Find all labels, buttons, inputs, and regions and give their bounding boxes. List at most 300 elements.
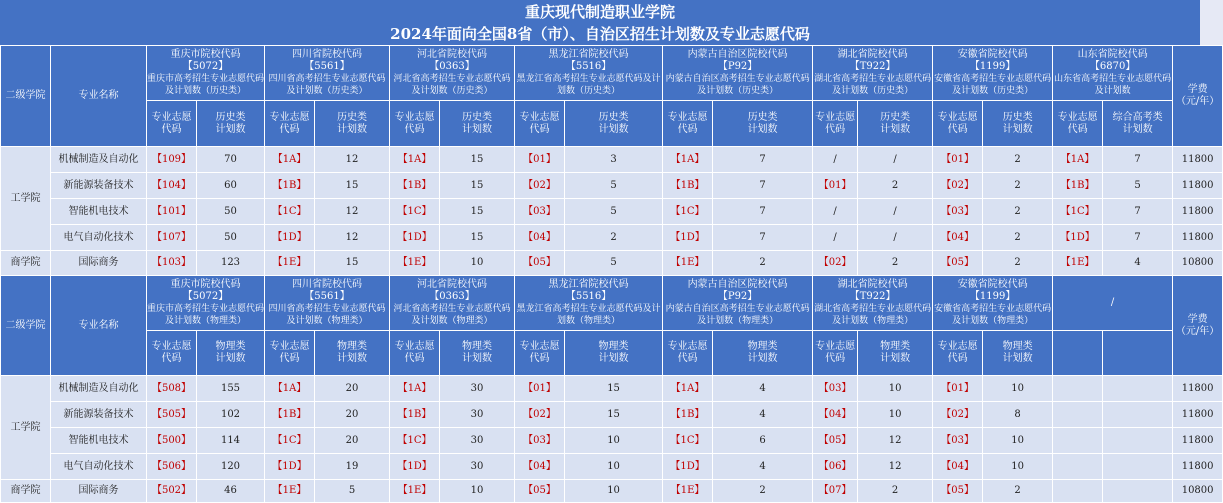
province-header <box>265 276 390 331</box>
sheet-title: 重庆现代制造职业学院 <box>0 0 1200 23</box>
major-code: 【01】 <box>941 153 974 165</box>
province-header <box>390 46 515 101</box>
code-col-label: 代码 <box>825 353 846 364</box>
province-school-code: 【P92】 <box>717 291 758 302</box>
plan-count: 19 <box>345 460 359 472</box>
plan-count: 30 <box>470 434 484 446</box>
plan-count-cell <box>197 225 265 251</box>
fee-col-header <box>1173 276 1223 376</box>
province-school-code: 【T922】 <box>849 291 896 302</box>
plan-type-label: 历史类 <box>337 111 368 123</box>
plan-count: 10 <box>607 485 620 496</box>
major-code: 【1E】 <box>397 485 432 496</box>
major-code-cell <box>813 251 858 276</box>
table-row <box>1 251 1223 276</box>
major-code: 【01】 <box>818 179 852 191</box>
major-cell: 电气自动化技术 <box>51 225 147 251</box>
major-code-cell <box>515 402 565 428</box>
fee-cell: 10800 <box>1173 480 1223 503</box>
province-name: 安徽省院校代码 <box>957 49 1028 60</box>
plan-count: 10 <box>1011 434 1024 446</box>
major-code-cell <box>515 454 565 480</box>
major-code-cell <box>663 173 713 199</box>
major-code: 【1A】 <box>272 153 307 165</box>
fee-col-header <box>1173 46 1223 147</box>
major-code-cell <box>663 480 713 503</box>
plan-count-cell <box>565 225 663 251</box>
major-code: 【04】 <box>818 408 852 420</box>
plan-count: 15 <box>345 257 359 268</box>
major-code: 【01】 <box>523 382 556 394</box>
major-code-cell <box>1053 225 1103 251</box>
plan-count: 10 <box>888 408 902 420</box>
plan-suffix-label: 计划数 <box>215 353 246 364</box>
plan-count: / <box>893 153 897 165</box>
province-school-code: 【1199】 <box>969 291 1016 302</box>
plan-count-cell <box>565 402 663 428</box>
major-code-cell <box>813 225 858 251</box>
code-col-header <box>813 331 858 376</box>
plan-col-header <box>713 101 813 147</box>
major-code-cell <box>390 251 440 276</box>
plan-count-cell <box>197 147 265 173</box>
code-col-header <box>390 101 440 147</box>
plan-count: 12 <box>888 460 902 472</box>
plan-count-cell <box>197 199 265 225</box>
province-header <box>515 46 663 101</box>
province-desc: 安徽省高考招生专业志愿代码及计划数（历史类） <box>934 74 1052 96</box>
major-code: 【1E】 <box>397 257 432 268</box>
plan-count-cell <box>1103 147 1173 173</box>
province-desc: 黑龙江省高考招生专业志愿代码及计划数（历史类） <box>516 74 661 96</box>
plan-col-header <box>1103 101 1173 147</box>
fee-cell: 11800 <box>1173 199 1223 225</box>
major-code: 【1C】 <box>397 205 432 217</box>
code-col-label: 代码 <box>404 353 425 364</box>
province-header <box>265 46 390 101</box>
province-name: 河北省院校代码 <box>417 49 488 60</box>
province-name: 安徽省院校代码 <box>957 279 1028 290</box>
code-col-label: 专业志愿 <box>151 111 192 123</box>
plan-count-cell <box>315 173 390 199</box>
subheader-row <box>1 331 1223 376</box>
plan-type-label: 历史类 <box>1002 111 1033 123</box>
plan-count: 15 <box>607 382 620 394</box>
major-code-cell <box>1053 199 1103 225</box>
fee-cell: 11800 <box>1173 402 1223 428</box>
major-code-cell <box>933 402 983 428</box>
major-code: 【1B】 <box>397 408 432 420</box>
empty-plan-cell <box>1103 480 1173 503</box>
major-code-cell <box>147 376 197 402</box>
major-code-cell <box>147 454 197 480</box>
major-code: 【04】 <box>941 460 974 472</box>
plan-count-cell <box>1103 225 1173 251</box>
plan-type-label: 历史类 <box>462 111 493 123</box>
code-col-header <box>813 101 858 147</box>
plan-count-cell <box>565 173 663 199</box>
major-cell: 国际商务 <box>51 251 147 276</box>
plan-count: 5 <box>610 179 617 191</box>
major-code-cell <box>1053 173 1103 199</box>
major-code-cell <box>265 173 315 199</box>
plan-count-cell <box>440 251 515 276</box>
table-row <box>1 199 1223 225</box>
major-code: 【03】 <box>523 434 556 446</box>
province-name: 四川省院校代码 <box>292 279 363 290</box>
plan-count: 155 <box>220 382 241 394</box>
major-code-cell <box>265 454 315 480</box>
plan-count: 2 <box>891 485 899 496</box>
major-code-cell <box>265 147 315 173</box>
plan-count: 7 <box>1134 231 1141 243</box>
province-header <box>813 276 933 331</box>
major-code: 【1A】 <box>397 382 432 394</box>
major-code: 【02】 <box>941 408 974 420</box>
plan-count-cell <box>197 454 265 480</box>
plan-count: 50 <box>224 205 237 217</box>
major-code: 【03】 <box>941 434 974 446</box>
code-col-header <box>147 331 197 376</box>
plan-count: 4 <box>759 460 766 472</box>
code-col-header <box>265 331 315 376</box>
subheader-row <box>1 101 1223 147</box>
plan-suffix-label: 计划数 <box>1002 353 1033 364</box>
major-code-cell <box>663 454 713 480</box>
province-header <box>933 276 1053 331</box>
plan-type-label: 物理类 <box>215 341 246 352</box>
province-desc: 湖北省高考招生专业志愿代码及计划数（历史类） <box>814 74 932 96</box>
plan-count-cell <box>565 480 663 503</box>
plan-type-label: 物理类 <box>598 341 629 352</box>
province-name: 黑龙江省院校代码 <box>548 49 629 60</box>
plan-suffix-label: 计划数 <box>337 353 368 364</box>
province-header <box>515 276 663 331</box>
plan-count: 10 <box>888 382 902 394</box>
plan-count-cell <box>197 402 265 428</box>
plan-count: 2 <box>759 485 766 496</box>
major-code: 【109】 <box>151 153 192 165</box>
major-code-cell <box>515 199 565 225</box>
major-code-cell <box>663 402 713 428</box>
plan-count: 15 <box>470 179 484 191</box>
major-code-cell <box>813 402 858 428</box>
code-col-label: 专业志愿 <box>815 341 856 352</box>
major-code: 【05】 <box>523 257 556 268</box>
major-code: 【04】 <box>941 231 974 243</box>
major-code: 【01】 <box>941 382 974 394</box>
plan-type-label: 历史类 <box>215 111 246 123</box>
major-code: 【03】 <box>523 205 556 217</box>
empty-code-cell <box>1053 376 1103 402</box>
major-code: / <box>833 231 837 243</box>
major-code: 【1C】 <box>1060 205 1095 217</box>
major-code: 【06】 <box>818 460 852 472</box>
major-code-cell <box>147 199 197 225</box>
plan-count-cell <box>1103 251 1173 276</box>
province-name: 四川省院校代码 <box>292 49 363 60</box>
major-code: 【05】 <box>818 434 852 446</box>
plan-count-cell <box>858 454 933 480</box>
province-school-code: 【5072】 <box>182 61 229 72</box>
plan-suffix-label: 计划数 <box>462 353 493 364</box>
province-desc: 四川省高考招生专业志愿代码及计划数（物理类） <box>268 304 386 326</box>
table-row <box>1 402 1223 428</box>
major-code: 【1D】 <box>670 231 705 243</box>
plan-count: 50 <box>224 231 237 243</box>
major-code-cell <box>663 376 713 402</box>
major-code-cell <box>515 251 565 276</box>
sheet-subtitle: 2024年面向全国8省（市）、自治区招生计划数及专业志愿代码 <box>0 23 1200 45</box>
plan-suffix-label: 计划数 <box>747 353 778 364</box>
plan-count-cell <box>440 147 515 173</box>
major-cell: 智能机电技术 <box>51 428 147 454</box>
major-code: / <box>833 153 837 165</box>
plan-count: 2 <box>891 179 899 191</box>
plan-suffix-label: 计划数 <box>337 123 368 135</box>
college-col-header: 二级学院 <box>1 46 51 147</box>
major-code: 【1A】 <box>670 382 705 394</box>
province-header <box>663 46 813 101</box>
plan-suffix-label: 计划数 <box>598 353 629 364</box>
plan-count-cell <box>713 402 813 428</box>
plan-count-cell <box>315 147 390 173</box>
plan-count: 10 <box>470 257 484 268</box>
major-code: 【1E】 <box>1060 257 1095 268</box>
plan-count-cell <box>440 454 515 480</box>
province-school-code: 【0363】 <box>429 61 475 72</box>
code-col-header <box>390 331 440 376</box>
major-cell: 电气自动化技术 <box>51 454 147 480</box>
code-col-label: 专业志愿 <box>667 111 708 123</box>
major-code-cell <box>515 480 565 503</box>
province-school-code: 【0363】 <box>429 291 475 302</box>
major-col-header: 专业名称 <box>51 46 147 147</box>
fee-label: 学费 <box>1187 313 1208 325</box>
plan-col-header <box>565 331 663 376</box>
plan-count: 10 <box>607 460 620 472</box>
code-col-header <box>515 101 565 147</box>
empty-plan-cell <box>1103 428 1173 454</box>
code-col-label: 专业志愿 <box>394 341 435 352</box>
major-code-cell <box>933 225 983 251</box>
province-name: 重庆市院校代码 <box>170 49 241 60</box>
plan-count: 10 <box>1011 460 1024 472</box>
fee-cell: 11800 <box>1173 147 1223 173</box>
fee-unit: （元/年） <box>1175 325 1220 337</box>
plan-type-label: 历史类 <box>880 111 911 123</box>
major-code: 【03】 <box>941 205 974 217</box>
plan-count: 10 <box>607 434 620 446</box>
plan-count-cell <box>713 225 813 251</box>
plan-count-cell <box>315 199 390 225</box>
plan-count: 7 <box>759 205 766 217</box>
province-school-code: 【5561】 <box>304 61 350 72</box>
major-code-cell <box>933 147 983 173</box>
plan-count: 30 <box>470 460 484 472</box>
plan-type-label: 历史类 <box>747 111 778 123</box>
province-name: 内蒙古自治区院校代码 <box>687 49 788 60</box>
plan-count: 7 <box>759 153 766 165</box>
major-code: 【505】 <box>151 408 192 420</box>
major-code-cell <box>933 173 983 199</box>
major-code: 【1D】 <box>272 231 307 243</box>
major-code: 【506】 <box>151 460 192 472</box>
plan-count: 120 <box>220 460 241 472</box>
major-code: 【502】 <box>151 485 192 496</box>
plan-count-cell <box>565 428 663 454</box>
fee-unit: （元/年） <box>1175 96 1220 107</box>
province-header <box>813 46 933 101</box>
plan-type-label: 物理类 <box>880 341 911 352</box>
plan-count: 123 <box>220 257 241 268</box>
plan-count-cell <box>565 199 663 225</box>
major-code-cell <box>265 199 315 225</box>
plan-count-cell <box>197 173 265 199</box>
plan-count: 2 <box>1014 153 1021 165</box>
plan-type-label: 物理类 <box>462 341 493 352</box>
code-col-label: 代码 <box>677 353 698 364</box>
major-code: / <box>833 205 837 217</box>
major-code-cell <box>515 428 565 454</box>
code-col-header <box>265 101 315 147</box>
plan-count-cell <box>713 147 813 173</box>
code-col-label: 代码 <box>529 123 550 135</box>
major-code: 【04】 <box>523 231 556 243</box>
major-code-cell <box>265 480 315 503</box>
major-code-cell <box>147 251 197 276</box>
province-school-code: 【1199】 <box>969 61 1016 72</box>
code-col-header <box>663 331 713 376</box>
major-code: 【1B】 <box>670 179 705 191</box>
code-col-label: 代码 <box>404 123 425 135</box>
major-code: 【1C】 <box>670 205 705 217</box>
plan-col-header <box>315 331 390 376</box>
major-code-cell <box>147 480 197 503</box>
plan-type-label: 历史类 <box>598 111 629 123</box>
province-header <box>147 276 265 331</box>
major-code: 【1E】 <box>670 485 705 496</box>
code-col-label: 代码 <box>677 123 698 135</box>
plan-count-cell <box>440 376 515 402</box>
major-code: 【1C】 <box>397 434 432 446</box>
plan-suffix-label: 计划数 <box>747 123 778 135</box>
plan-count-cell <box>197 376 265 402</box>
plan-count-cell <box>713 480 813 503</box>
province-desc: 内蒙古自治区高考招生专业志愿代码及计划数（历史类） <box>665 74 810 96</box>
province-name: 河北省院校代码 <box>417 279 488 290</box>
plan-count-cell <box>1103 173 1173 199</box>
major-code-cell <box>515 173 565 199</box>
province-school-code: 【5516】 <box>565 61 612 72</box>
plan-count-cell <box>983 173 1053 199</box>
major-code: 【1B】 <box>670 408 705 420</box>
major-code-cell <box>663 147 713 173</box>
province-school-code: 【5561】 <box>304 291 350 302</box>
plan-count-cell <box>440 173 515 199</box>
plan-count: 10 <box>470 485 484 496</box>
plan-count: 7 <box>1134 205 1141 217</box>
major-code: 【01】 <box>523 153 556 165</box>
major-code: 【02】 <box>941 179 974 191</box>
header-row <box>1 276 1223 331</box>
major-code-cell <box>515 147 565 173</box>
major-code-cell <box>515 225 565 251</box>
plan-count: 5 <box>610 205 617 217</box>
plan-count-cell <box>983 402 1053 428</box>
plan-count-cell <box>440 225 515 251</box>
plan-count: 30 <box>470 382 484 394</box>
major-code-cell <box>813 454 858 480</box>
major-code: 【1C】 <box>272 434 307 446</box>
major-code-cell <box>813 199 858 225</box>
fee-cell: 11800 <box>1173 376 1223 402</box>
plan-count-cell <box>983 199 1053 225</box>
plan-count: / <box>893 231 897 243</box>
major-code-cell <box>265 225 315 251</box>
plan-count: 15 <box>345 179 359 191</box>
plan-count-cell <box>197 428 265 454</box>
major-code-cell <box>147 147 197 173</box>
major-code-cell <box>813 173 858 199</box>
plan-suffix-label: 计划数 <box>462 123 493 135</box>
plan-count-cell <box>440 480 515 503</box>
plan-count-cell <box>983 251 1053 276</box>
major-cell: 新能源装备技术 <box>51 402 147 428</box>
empty-code-cell <box>1053 428 1103 454</box>
major-code-cell <box>1053 251 1103 276</box>
plan-col-header <box>983 101 1053 147</box>
code-col-header <box>147 101 197 147</box>
plan-suffix-label: 计划数 <box>598 123 629 135</box>
province-name: 内蒙古自治区院校代码 <box>687 279 788 290</box>
plan-count: 15 <box>470 231 484 243</box>
code-col-label: 专业志愿 <box>667 341 708 352</box>
plan-count: 4 <box>1134 257 1141 268</box>
major-code-cell <box>933 428 983 454</box>
plan-count: 15 <box>470 205 484 217</box>
plan-count: 7 <box>759 179 766 191</box>
plan-count-cell <box>565 251 663 276</box>
province-desc: 湖北省高考招生专业志愿代码及计划数（物理类） <box>814 304 932 326</box>
major-code-cell <box>813 480 858 503</box>
code-col-label: 代码 <box>947 123 968 135</box>
province-name: 黑龙江省院校代码 <box>548 279 629 290</box>
code-col-header <box>933 101 983 147</box>
major-code: 【1E】 <box>670 257 705 268</box>
plan-count: 5 <box>1134 179 1141 191</box>
province-desc: 重庆市高考招生专业志愿代码及计划数（历史类） <box>147 74 265 96</box>
fee-cell: 11800 <box>1173 225 1223 251</box>
code-col-label: 代码 <box>947 353 968 364</box>
table-row <box>1 147 1223 173</box>
province-desc: 内蒙古自治区高考招生专业志愿代码及计划数（物理类） <box>665 304 810 326</box>
province-school-code: 【T922】 <box>849 61 896 72</box>
plan-count: 10 <box>1011 382 1024 394</box>
province-desc: 四川省高考招生专业志愿代码及计划数（历史类） <box>268 74 386 96</box>
major-code: 【103】 <box>151 257 192 268</box>
major-code-cell <box>933 376 983 402</box>
plan-count: 12 <box>345 153 359 165</box>
major-code: 【1B】 <box>272 408 307 420</box>
plan-count: 12 <box>888 434 902 446</box>
empty-plan-col-header <box>1103 331 1173 376</box>
empty-province-header: / <box>1053 276 1173 331</box>
plan-count: 12 <box>345 231 359 243</box>
plan-count-cell <box>858 480 933 503</box>
plan-count: 102 <box>220 408 241 420</box>
province-header <box>663 276 813 331</box>
